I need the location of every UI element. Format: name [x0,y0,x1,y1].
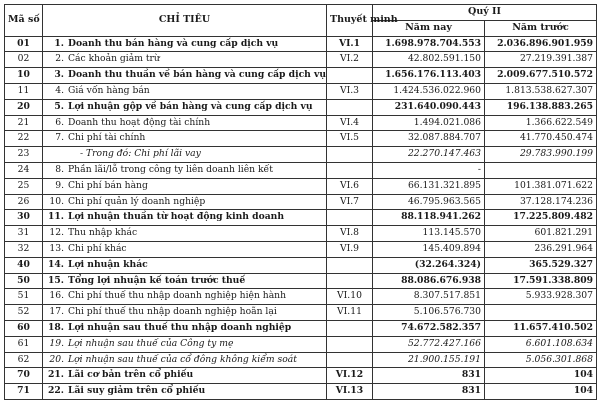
row-code: 31 [5,226,43,242]
row-item [43,336,327,352]
row-label: Các khoản giảm trừ [68,53,160,65]
row-current: 21.900.155.191 [373,352,485,368]
row-note: VI.6 [327,178,373,194]
table-row [5,131,597,147]
row-item [43,368,327,384]
row-previous: 17.225.809.482 [485,210,597,226]
row-index: 22. [48,385,64,397]
row-note: VI.7 [327,194,373,210]
row-item [43,289,327,305]
table-row [5,368,597,384]
row-label: Chi phí tài chính [68,132,146,144]
statement-rows [5,36,597,399]
row-label: Lợi nhuận sau thuế của Công ty mẹ [68,337,234,349]
row-note: VI.10 [327,289,373,305]
table-row [5,352,597,368]
row-current: 66.131.321.895 [373,178,485,194]
row-current: 1.424.536.022.960 [373,83,485,99]
row-previous: 5.056.301.868 [485,352,597,368]
row-note: VI.3 [327,83,373,99]
row-label: Doanh thu thuần về bán hàng và cung cấp dịch vụ [68,69,327,81]
row-item [43,115,327,131]
code-column-header: Mã số [5,5,43,37]
row-code: 26 [5,194,43,210]
table-row [5,68,597,84]
row-code: 60 [5,320,43,336]
row-item [43,210,327,226]
row-item [43,131,327,147]
row-previous: 6.601.108.634 [485,336,597,352]
row-current: 32.087.884.707 [373,131,485,147]
row-code: 61 [5,336,43,352]
row-note [327,68,373,84]
row-item [43,178,327,194]
row-previous: 29.783.990.199 [485,147,597,163]
row-note [327,257,373,273]
row-index: 13. [49,242,64,254]
row-index: 11. [48,211,64,223]
row-current: 145.409.894 [373,241,485,257]
row-item [43,384,327,400]
row-label: Lợi nhuận sau thuế thu nhập doanh nghiệp [68,321,292,333]
row-previous: 5.933.928.307 [485,289,597,305]
row-index: 3. [54,69,64,81]
row-item [43,36,327,52]
row-current: 8.307.517.851 [373,289,485,305]
row-item [43,99,327,115]
row-index: 16. [49,290,64,302]
row-index: 21. [48,369,64,381]
row-code: 10 [5,68,43,84]
row-previous: 2.036.896.901.959 [485,36,597,52]
row-note [327,162,373,178]
table-row [5,384,597,400]
row-previous: 104 [485,368,597,384]
row-index: 20. [49,353,64,365]
row-label: Chi phí bán hàng [68,179,148,191]
income-statement-table [4,4,597,400]
row-item [43,305,327,321]
row-current: 831 [373,368,485,384]
row-label: Chi phí quản lý doanh nghiệp [68,195,206,207]
row-code: 21 [5,115,43,131]
row-previous: 41.770.450.474 [485,131,597,147]
row-label: Lãi suy giảm trên cổ phiếu [68,385,206,397]
row-previous: 1.813.538.627.307 [485,83,597,99]
row-index: 4. [55,84,64,96]
row-note: VI.8 [327,226,373,242]
note-column-header: Thuyết minh [327,5,373,37]
row-previous: 1.366.622.549 [485,115,597,131]
row-item [43,320,327,336]
table-row [5,162,597,178]
table-row [5,178,597,194]
table-row [5,241,597,257]
row-previous: 11.657.410.502 [485,320,597,336]
row-code: 22 [5,131,43,147]
table-row [5,210,597,226]
row-previous: 365.529.327 [485,257,597,273]
row-label: Lợi nhuận sau thuế của cổ đông không kiểm soát [68,353,297,365]
row-code: 25 [5,178,43,194]
table-row [5,99,597,115]
row-label: Lợi nhuận thuần từ hoạt động kinh doanh [68,211,285,223]
row-item [43,257,327,273]
row-current: 46.795.963.565 [373,194,485,210]
row-index: 9. [55,179,64,191]
row-index: 10. [49,195,64,207]
row-label: Lợi nhuận khác [68,258,148,270]
row-item [43,273,327,289]
row-label: Doanh thu hoạt động tài chính [68,116,211,128]
row-code: 51 [5,289,43,305]
row-note [327,147,373,163]
row-previous: 27.219.391.387 [485,52,597,68]
row-current: 1.698.978.704.553 [373,36,485,52]
table-row [5,226,597,242]
row-index: 2. [55,53,64,65]
row-label: Chi phí thuế thu nhập doanh nghiệp hoãn lại [68,306,277,318]
row-note [327,273,373,289]
row-index: 12. [49,227,64,239]
row-code: 50 [5,273,43,289]
row-index: 8. [55,163,64,175]
row-item [43,68,327,84]
row-previous: 2.009.677.510.572 [485,68,597,84]
row-current: 88.118.941.262 [373,210,485,226]
row-current: 231.640.090.443 [373,99,485,115]
row-item [43,194,327,210]
row-note: VI.1 [327,36,373,52]
table-row [5,194,597,210]
row-item [43,147,327,163]
row-label: Lợi nhuận gộp về bán hàng và cung cấp dịch vụ [68,100,313,112]
row-current: 42.802.591.150 [373,52,485,68]
row-index: 7. [55,132,64,144]
row-note [327,99,373,115]
table-row [5,336,597,352]
row-previous: 101.381.071.622 [485,178,597,194]
previous-year-header: Năm trước [485,20,597,36]
row-label: - Trong đó: Chi phí lãi vay [80,148,201,160]
row-current: 74.672.582.357 [373,320,485,336]
row-code: 40 [5,257,43,273]
item-column-header: CHỈ TIÊU [43,5,327,37]
table-row [5,52,597,68]
table-row [5,273,597,289]
row-current: 52.772.427.166 [373,336,485,352]
row-code: 01 [5,36,43,52]
row-item [43,52,327,68]
row-previous: 17.591.338.809 [485,273,597,289]
row-index: 6. [55,116,64,128]
row-note: VI.13 [327,384,373,400]
income-statement [4,4,596,400]
row-index: 18. [48,321,64,333]
row-previous: 196.138.883.265 [485,99,597,115]
row-previous: 601.821.291 [485,226,597,242]
table-row [5,289,597,305]
row-index: 14. [48,258,64,270]
row-current: 1.494.021.086 [373,115,485,131]
row-item [43,352,327,368]
row-item [43,162,327,178]
row-code: 62 [5,352,43,368]
row-code: 30 [5,210,43,226]
row-previous: 37.128.174.236 [485,194,597,210]
row-code: 11 [5,83,43,99]
row-label: Lãi cơ bản trên cổ phiếu [68,369,194,381]
row-note [327,336,373,352]
row-current: (32.264.324) [373,257,485,273]
row-code: 71 [5,384,43,400]
row-current: 831 [373,384,485,400]
row-code: 20 [5,99,43,115]
row-label: Chi phí khác [68,242,127,254]
row-note [327,320,373,336]
row-current: - [373,162,485,178]
row-label: Phần lãi/lỗ trong công ty liên doanh liên kết [68,163,273,175]
table-row [5,147,597,163]
row-note: VI.9 [327,241,373,257]
table-row [5,36,597,52]
row-index: 15. [48,274,64,286]
row-note [327,352,373,368]
row-code: 02 [5,52,43,68]
table-row [5,115,597,131]
table-row [5,83,597,99]
row-current: 5.106.576.730 [373,305,485,321]
table-row [5,305,597,321]
row-current: 113.145.570 [373,226,485,242]
row-note: VI.12 [327,368,373,384]
row-note: VI.2 [327,52,373,68]
row-current: 1.656.176.113.403 [373,68,485,84]
row-code: 70 [5,368,43,384]
row-note: VI.5 [327,131,373,147]
row-item [43,241,327,257]
row-item [43,83,327,99]
table-row [5,257,597,273]
row-current: 88.086.676.938 [373,273,485,289]
row-code: 23 [5,147,43,163]
row-code: 24 [5,162,43,178]
row-label: Doanh thu bán hàng và cung cấp dịch vụ [68,37,279,49]
row-index: 19. [49,337,64,349]
row-code: 32 [5,241,43,257]
table-row [5,320,597,336]
row-previous [485,305,597,321]
row-index: 17. [49,306,64,318]
row-note: VI.11 [327,305,373,321]
period-header: Quý II [373,5,597,21]
row-index: 1. [54,37,64,49]
row-note [327,210,373,226]
row-current: 22.270.147.463 [373,147,485,163]
row-label: Giá vốn hàng bán [68,84,150,96]
row-label: Thu nhập khác [68,227,138,239]
row-code: 52 [5,305,43,321]
row-label: Chi phí thuế thu nhập doanh nghiệp hiện hành [68,290,287,302]
row-previous: 236.291.964 [485,241,597,257]
row-label: Tổng lợi nhuận kế toán trước thuế [68,274,246,286]
row-index: 5. [54,100,64,112]
row-note: VI.4 [327,115,373,131]
row-item [43,226,327,242]
row-previous: 104 [485,384,597,400]
row-previous [485,162,597,178]
current-year-header: Năm nay [373,20,485,36]
